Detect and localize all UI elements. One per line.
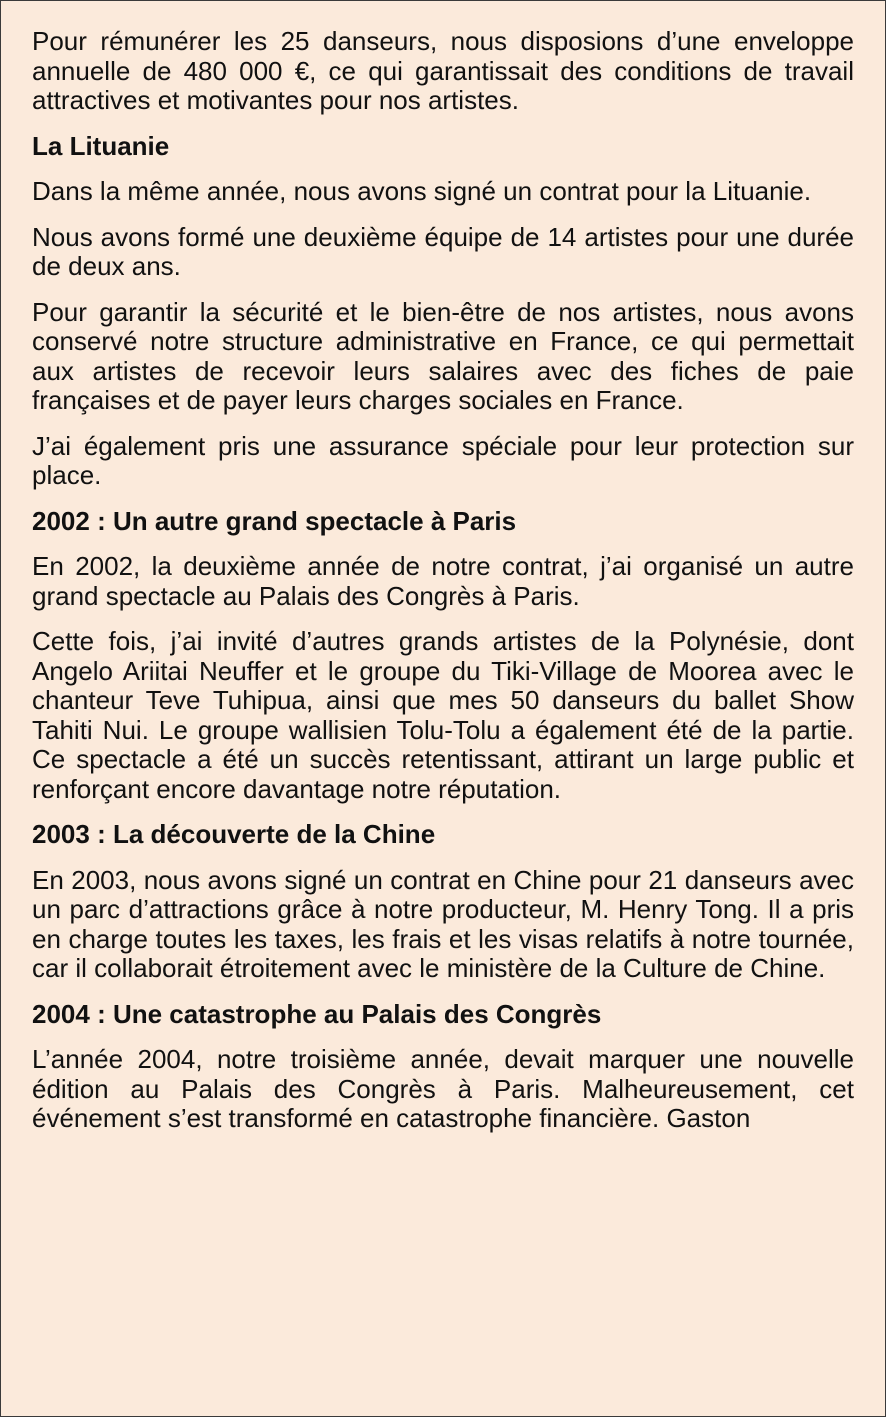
paragraph-deuxieme-equipe: Nous avons formé une deuxième équipe de 14 artistes pour une durée de deux ans. (32, 221, 854, 281)
paragraph-2004-catastrophe: L’année 2004, notre troisième année, devait marquer une nouvelle édition au Palais des Congrès à Paris. Malheureusement, cet événement s’est transformé en catastrophe financière. Gaston (32, 1044, 854, 1133)
paragraph-2002-artistes: Cette fois, j’ai invité d’autres grands artistes de la Polynésie, dont Angelo Ariitai Neuffer et le groupe du Tiki-Village de Moorea avec le chanteur Teve Tuhipua, ainsi que mes 50 danseurs du ballet Show Tahiti Nui. Le groupe wallisien Tolu-Tolu a également été de la partie. Ce spectacle a été un succès retentissant, attirant un large public et renforçant encore davantage notre réputation. (32, 626, 854, 804)
heading-2002: 2002 : Un autre grand spectacle à Paris (32, 505, 517, 536)
heading-2004: 2004 : Une catastrophe au Palais des Congrès (32, 998, 602, 1029)
heading-2003: 2003 : La découverte de la Chine (32, 819, 436, 849)
paragraph-assurance: J’ai également pris une assurance spéciale pour leur protection sur place. (32, 430, 854, 490)
paragraph-securite: Pour garantir la sécurité et le bien-être de nos artistes, nous avons conservé notre structure administrative en France, ce qui permettait aux artistes de recevoir leurs salaires avec des fiches de paie françaises et de payer leurs charges sociales en France. (32, 296, 854, 415)
document-body (32, 27, 854, 1150)
heading-lituanie: La Lituanie (32, 130, 170, 161)
paragraph-2002-spectacle: En 2002, la deuxième année de notre contrat, j’ai organisé un autre grand spectacle au Palais des Congrès à Paris. (32, 551, 854, 611)
paragraph-2003-chine: En 2003, nous avons signé un contrat en Chine pour 21 danseurs avec un parc d’attractions grâce à notre producteur, M. Henry Tong. Il a pris en charge toutes les taxes, les frais et les visas relatifs à notre tournée, car il collaborait étroitement avec le ministère de la Culture de Chine. (32, 864, 854, 983)
paragraph-remuneration: Pour rémunérer les 25 danseurs, nous disposions d’une enveloppe annuelle de 480 000 €, ce qui garantissait des conditions de travail attractives et motivantes pour nos artistes. (32, 26, 854, 115)
paragraph-contrat-lituanie: Dans la même année, nous avons signé un contrat pour la Lituanie. (32, 176, 812, 206)
